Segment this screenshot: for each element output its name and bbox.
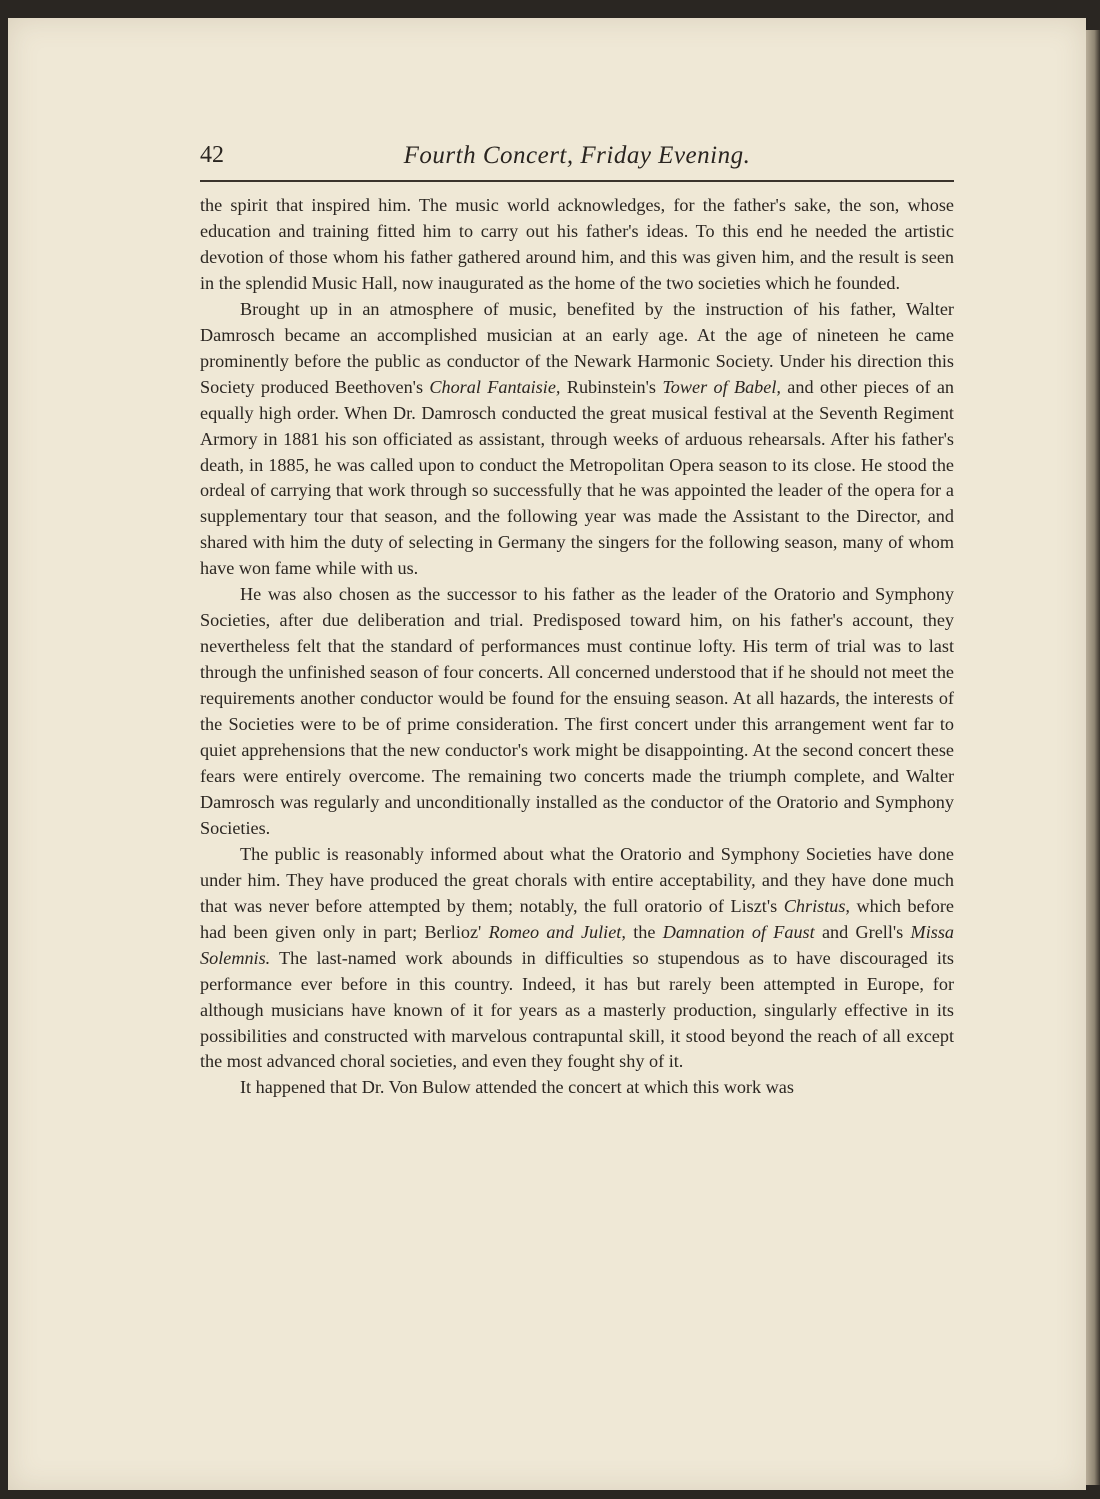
text-run: He was also chosen as the successor to his father as the leader of the Oratorio and Symphony Societies, after due deliberation and trial. Predisposed toward him, on his father's account, they nevertheless felt that the standard of performances must continue lofty. His term of trial was to last through the unfinished season of four concerts. All concerned understood that if he should not meet the requirements another conductor would be found for the ensuing season. At all hazards, the interests of the Societies were to be of prime consideration. The first concert under this arrangement went far to quiet apprehensions that the new conductor's work might be disappointing. At the second concert these fears were entirely overcome. The remaining two concerts made the triumph complete, and Walter Damrosch was regularly and unconditionally installed as the conductor of the Oratorio and Symphony Societies. [200, 584, 954, 838]
text-run: The public is reasonably informed about what the Oratorio and Symphony Societies have done under him. They have produced the great chorals with entire acceptability, and they have done much that was never before attempted by them; notably, the full oratorio of Liszt's [200, 843, 954, 916]
paragraph-von-bulow [200, 1075, 954, 1101]
text-run: The last-named work abounds in difficulties so stupendous as to have discouraged its performance ever before in this country. Indeed, it has but rarely been attempted in Europe, for although musicians have known of it for years as a masterly production, singularly effective in its possibilities and constructed with marvelous contrapuntal skill, it stood beyond the reach of all except the most advanced choral societies, and even they fought shy of it. [200, 947, 954, 1072]
running-title: Fourth Concert, Friday Evening. [403, 142, 751, 169]
page-number: 42 [200, 142, 224, 168]
paragraph-career [200, 297, 954, 582]
body-text [200, 193, 954, 1101]
italic-title: Choral Fantaisie, [429, 376, 561, 397]
paragraph-repertoire [200, 842, 954, 1076]
text-run: Brought up in an atmosphere of music, benefited by the instruction of his father, Walter Damrosch became an accomplished musician at an early age. At the age of nineteen he came prominently before the public as conductor of the Newark Harmonic Society. Under his direction this Society produced Beethoven's [200, 298, 954, 397]
italic-title: Christus, [783, 895, 850, 916]
text-run: Rubinstein's [560, 376, 663, 397]
text-run: It happened that Dr. Von Bulow attended the concert at which this work was [240, 1077, 794, 1098]
text-run: the spirit that inspired him. The music world acknowledges, for the father's sake, the son, whose education and training fitted him to carry out his father's ideas. To this end he needed the artistic devotion of those whom his father gathered around him, and this was given him, and the result is seen in the splendid Music Hall, now inaugurated as the home of the two societies which he founded. [200, 195, 954, 293]
italic-title: Romeo and Juliet, [488, 921, 626, 942]
italic-title: Damnation of Faust [662, 921, 815, 942]
text-run: and Grell's [814, 921, 911, 942]
header-rule [200, 180, 954, 182]
paragraph-succession [200, 582, 954, 842]
italic-title: Missa Solemnis. [200, 921, 954, 968]
text-run: and other pieces of an equally high order. When Dr. Damrosch conducted the great musical festival at the Seventh Regiment Armory in 1881 his son officiated as assistant, through weeks of arduous rehearsals. After his father's death, in 1885, he was called upon to conduct the Metropolitan Opera season to its close. He stood the ordeal of carrying that work through so successfully that he was appointed the leader of the opera for a supplementary tour that season, and the following year was made the Assistant to the Director, and shared with him the duty of selecting in Germany the singers for the following season, many of whom have won fame while with us. [200, 376, 954, 579]
text-run: the [625, 921, 663, 942]
paragraph-continuation [200, 193, 954, 297]
page-edge-shadow [1086, 30, 1100, 1485]
italic-title: Tower of Babel, [662, 376, 781, 397]
text-run: which before had been given only in part; Berlioz' [200, 895, 954, 942]
page-header [200, 142, 954, 176]
